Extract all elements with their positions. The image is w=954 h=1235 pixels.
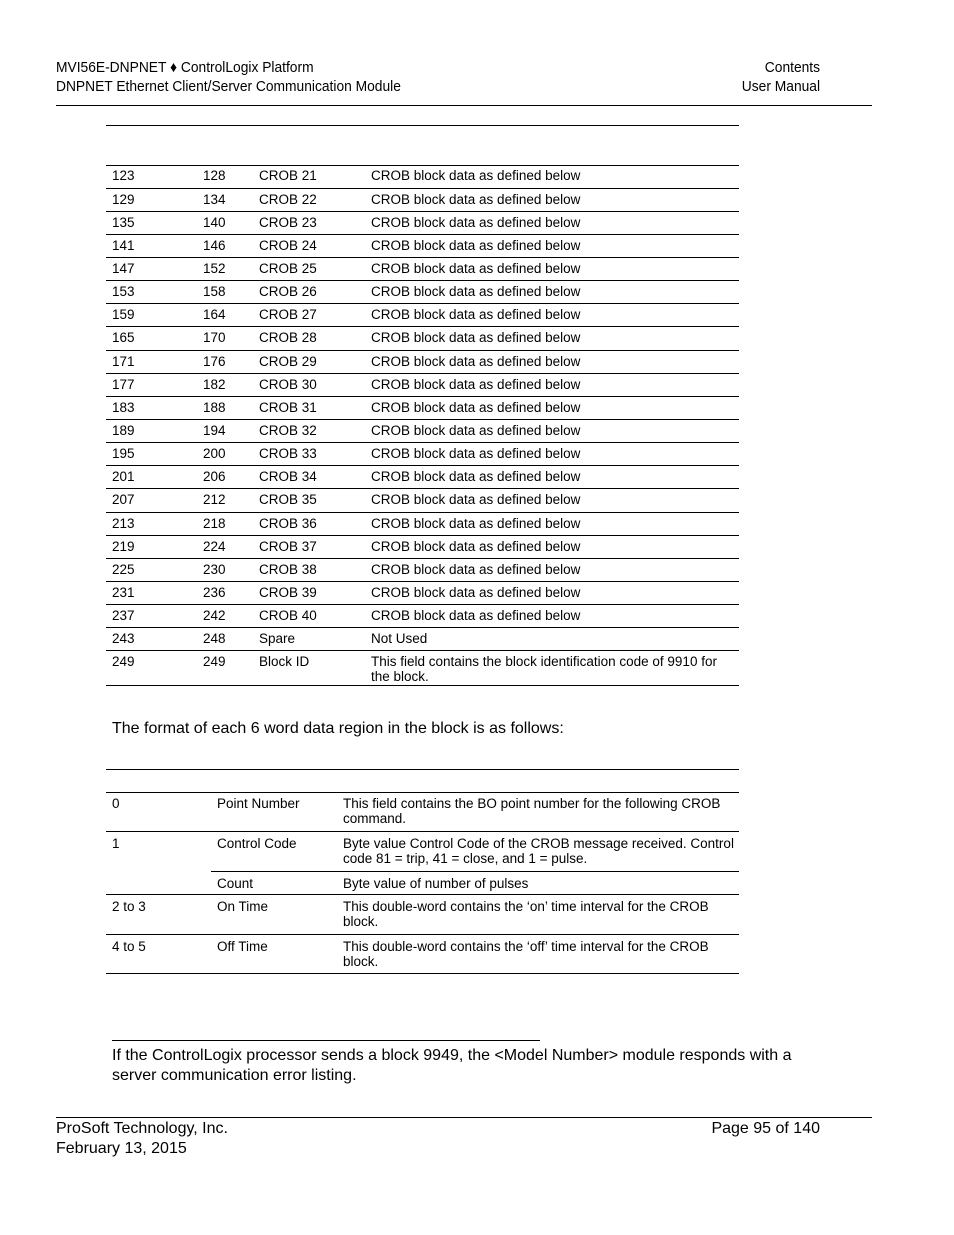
crob-block-table [106,165,739,686]
format-sentence: The format of each 6 word data region in the block is as follows: [112,720,564,737]
description-cell: CROB block data as defined below [371,214,581,230]
header-right [742,58,820,96]
description-cell: CROB block data as defined below [371,585,581,601]
end-word-cell: 248 [203,631,226,647]
data-field-cell: CROB 39 [259,585,317,601]
field-name-cell: Control Code [217,836,297,851]
start-word-cell: 195 [112,446,135,462]
end-word-cell: 128 [203,168,226,183]
start-word-cell: 135 [112,214,135,230]
end-word-cell: 158 [203,284,226,300]
data-field-cell: CROB 36 [259,515,317,531]
start-word-cell: 147 [112,261,135,277]
description-cell: CROB block data as defined below [371,284,581,300]
description-cell: CROB block data as defined below [371,469,581,485]
start-word-cell: 213 [112,515,135,531]
table-row [106,605,739,628]
data-region-table [106,792,739,974]
table-row [106,373,739,396]
end-word-cell: 236 [203,585,226,601]
table1-top-rule [106,125,739,126]
table-row [106,327,739,350]
start-word-cell: 237 [112,608,135,624]
description-cell: CROB block data as defined below [371,307,581,323]
end-word-cell: 194 [203,423,226,439]
description-cell: This double-word contains the ‘on’ time interval for the CROB block. [343,899,709,929]
description-cell: This field contains the BO point number for the following CROB command. [343,796,721,826]
offset-cell: 2 to 3 [112,899,146,914]
description-cell: CROB block data as defined below [371,492,581,508]
description-cell: CROB block data as defined below [371,399,581,415]
data-field-cell: CROB 38 [259,561,317,577]
header-left [56,58,401,96]
table-row [106,934,739,974]
end-word-cell: 200 [203,446,226,462]
start-word-cell: 153 [112,284,135,300]
header-product: MVI56E-DNPNET ♦ ControlLogix Platform [56,59,314,76]
header-section: Contents [764,59,820,76]
description-cell: CROB block data as defined below [371,423,581,439]
table-row [106,651,739,686]
description-cell: CROB block data as defined below [371,376,581,392]
table-row [106,420,739,443]
data-field-cell: CROB 22 [259,191,317,207]
data-field-cell: CROB 24 [259,237,317,253]
footer-company: ProSoft Technology, Inc. [56,1120,228,1137]
start-word-cell: 159 [112,307,135,323]
start-word-cell: 123 [112,168,135,183]
description-cell: CROB block data as defined below [371,538,581,554]
description-cell: CROB block data as defined below [371,261,581,277]
end-word-cell: 146 [203,237,226,253]
start-word-cell: 141 [112,237,135,253]
end-word-cell: 249 [203,654,226,670]
start-word-cell: 177 [112,376,135,392]
end-word-cell: 188 [203,399,226,415]
start-word-cell: 219 [112,538,135,554]
table-row [106,489,739,512]
end-word-cell: 140 [203,214,226,230]
field-name-cell: Off Time [217,938,268,954]
table-row [106,871,739,895]
description-cell: CROB block data as defined below [371,608,581,624]
table-row [106,558,739,581]
start-word-cell: 183 [112,399,135,415]
description-cell: CROB block data as defined below [371,330,581,346]
field-name-cell: Point Number [217,796,300,811]
error-paragraph: If the ControlLogix processor sends a block 9949, the <Model Number> module responds with a server communication error listing. [112,1047,792,1084]
data-field-cell: CROB 33 [259,446,317,462]
table-row [106,350,739,373]
offset-cell [106,871,211,895]
table2-top-rule [106,769,739,770]
description-cell: CROB block data as defined below [371,353,581,369]
header-module: DNPNET Ethernet Client/Server Communication Module [56,78,401,95]
start-word-cell: 231 [112,585,135,601]
description-cell: CROB block data as defined below [371,515,581,531]
table-row [106,211,739,234]
end-word-cell: 182 [203,376,226,392]
table-row [106,512,739,535]
end-word-cell: 230 [203,561,226,577]
table-row [106,234,739,257]
data-field-cell: Block ID [259,654,310,670]
table-row [106,582,739,605]
field-name-cell: Count [211,871,337,895]
footer-page-number: Page 95 of 140 [711,1120,820,1137]
offset-cell: 4 to 5 [112,938,146,954]
data-field-cell: CROB 26 [259,284,317,300]
start-word-cell: 165 [112,330,135,346]
data-field-cell: CROB 21 [259,168,317,183]
data-field-cell: CROB 25 [259,261,317,277]
data-field-cell: CROB 31 [259,399,317,415]
field-name-cell: On Time [217,899,269,914]
end-word-cell: 164 [203,307,226,323]
data-field-cell: CROB 29 [259,353,317,369]
table-row [106,628,739,651]
table-row [106,443,739,466]
end-word-cell: 218 [203,515,226,531]
header-rule [56,105,872,106]
end-word-cell: 170 [203,330,226,346]
description-cell: This double-word contains the ‘off’ time interval for the CROB block. [343,938,709,969]
description-cell: CROB block data as defined below [371,168,581,183]
table-row [106,792,739,832]
table-row [106,466,739,489]
data-field-cell: Spare [259,631,296,647]
description-cell: CROB block data as defined below [371,237,581,253]
description-cell: CROB block data as defined below [371,561,581,577]
table-row [106,396,739,419]
description-cell: Byte value Control Code of the CROB message received. Control code 81 = trip, 41 = close, and 1 = pulse. [343,836,734,866]
description-cell: This field contains the block identification code of 9910 for the block. [371,654,717,685]
data-field-cell: CROB 27 [259,307,317,323]
data-field-cell: CROB 23 [259,214,317,230]
table-row [106,258,739,281]
start-word-cell: 225 [112,561,135,577]
end-word-cell: 176 [203,353,226,369]
start-word-cell: 189 [112,423,135,439]
table-row [106,304,739,327]
table-row [106,188,739,211]
end-word-cell: 134 [203,191,226,207]
data-field-cell: CROB 40 [259,608,317,624]
data-field-cell: CROB 32 [259,423,317,439]
data-field-cell: CROB 28 [259,330,317,346]
header-doc-type: User Manual [741,78,820,95]
table-row [106,281,739,304]
end-word-cell: 206 [203,469,226,485]
table-row [106,535,739,558]
table-row [106,165,739,188]
footer-date: February 13, 2015 [56,1140,187,1157]
data-field-cell: CROB 34 [259,469,317,485]
table-row [106,832,739,872]
data-field-cell: CROB 35 [259,492,317,508]
start-word-cell: 201 [112,469,135,485]
start-word-cell: 243 [112,631,135,647]
start-word-cell: 249 [112,654,135,670]
description-cell: Not Used [371,631,428,647]
end-word-cell: 152 [203,261,226,277]
offset-cell: 0 [112,796,120,811]
offset-cell: 1 [112,836,120,851]
section-rule [112,1040,540,1041]
end-word-cell: 242 [203,608,226,624]
description-cell: CROB block data as defined below [371,446,581,462]
end-word-cell: 224 [203,538,226,554]
end-word-cell: 212 [203,492,226,508]
start-word-cell: 171 [112,353,135,369]
table-row [106,895,739,935]
footer-rule [56,1117,872,1118]
start-word-cell: 207 [112,492,135,508]
start-word-cell: 129 [112,191,135,207]
footer-left [56,1119,228,1159]
description-cell: Byte value of number of pulses [337,871,739,895]
data-field-cell: CROB 37 [259,538,317,554]
description-cell: CROB block data as defined below [371,191,581,207]
data-field-cell: CROB 30 [259,376,317,392]
